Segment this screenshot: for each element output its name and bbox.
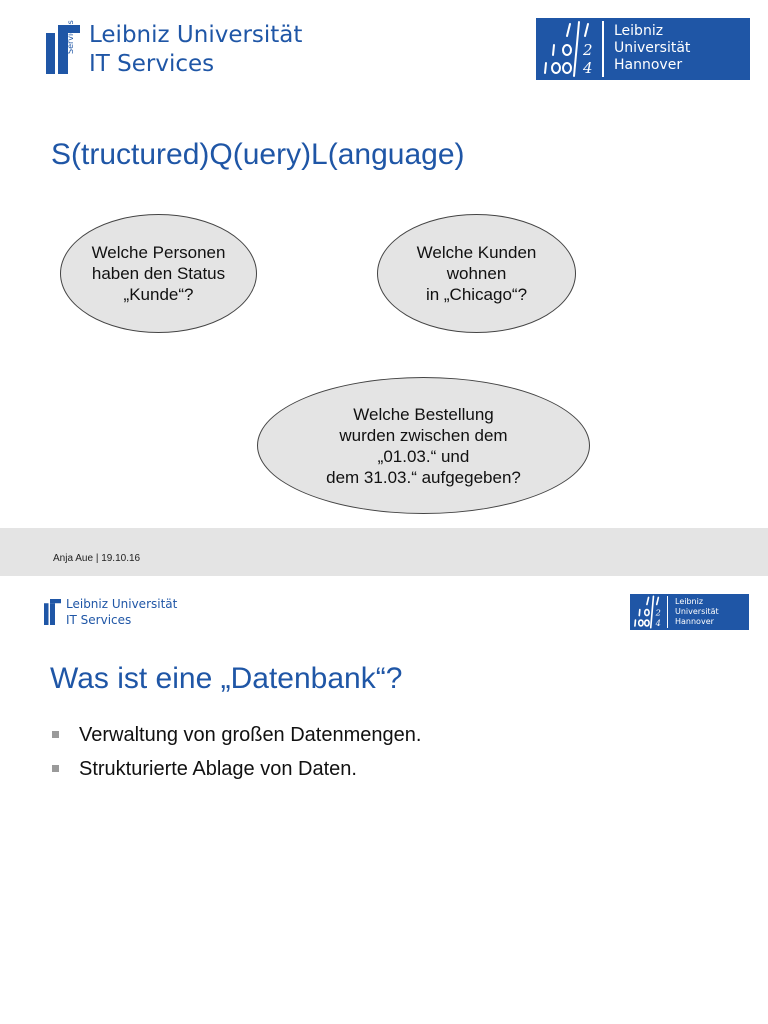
slide1-title: S(tructured)Q(uery)L(anguage)	[51, 138, 465, 171]
it-services-logo-line2: IT Services	[66, 613, 132, 627]
luh-logo-line3: Hannover	[675, 616, 714, 626]
luh-logo	[630, 594, 749, 630]
bullet-item	[52, 718, 421, 752]
bullet-square-icon	[52, 765, 59, 772]
bullet-item	[52, 752, 421, 786]
svg-text:2: 2	[583, 41, 593, 59]
it-services-logo-line1: Leibniz Universität	[89, 22, 303, 48]
svg-text:4: 4	[655, 617, 661, 628]
luh-logo-line1: Leibniz	[614, 23, 664, 39]
question-bubble-status	[60, 214, 257, 333]
luh-logo-line2: Universität	[614, 40, 691, 57]
footer-author-date: Anja Aue | 19.10.16	[53, 553, 141, 564]
luh-logo-line1: Leibniz	[675, 597, 704, 606]
it-services-logo-line2: IT Services	[89, 51, 215, 77]
luh-digits-icon	[630, 594, 666, 630]
bullet-text: Verwaltung von großen Datenmengen.	[79, 724, 422, 746]
luh-logo-line2: Universität	[675, 606, 719, 616]
bullet-text: Strukturierte Ablage von Daten.	[79, 758, 357, 780]
luh-digits-icon	[536, 18, 602, 80]
it-services-logo-icon	[44, 599, 62, 625]
slide2-title: Was ist eine „Datenbank“?	[50, 662, 403, 695]
question-bubble-chicago	[377, 214, 576, 333]
bullet-list	[52, 718, 421, 786]
bullet-square-icon	[52, 731, 59, 738]
footer-band	[0, 528, 768, 576]
svg-text:4: 4	[583, 59, 593, 77]
it-services-logo-icon	[46, 25, 82, 74]
question-bubble-orders	[257, 377, 590, 514]
svg-text:2: 2	[655, 607, 661, 618]
question-bubble-text: Welche Personen haben den Status „Kunde“?	[91, 243, 226, 304]
luh-logo-line3: Hannover	[614, 57, 683, 74]
question-bubble-text: Welche Kunden wohnen in „Chicago“?	[416, 243, 537, 304]
it-services-logo-line1: Leibniz Universität	[66, 597, 178, 611]
luh-logo	[536, 18, 750, 80]
it-services-vertical-label: Services	[66, 20, 75, 54]
question-bubble-text: Welche Bestellung wurden zwischen dem „01.03.“ und dem 31.03.“ aufgegeben?	[326, 404, 521, 487]
slide-2	[0, 576, 768, 1024]
